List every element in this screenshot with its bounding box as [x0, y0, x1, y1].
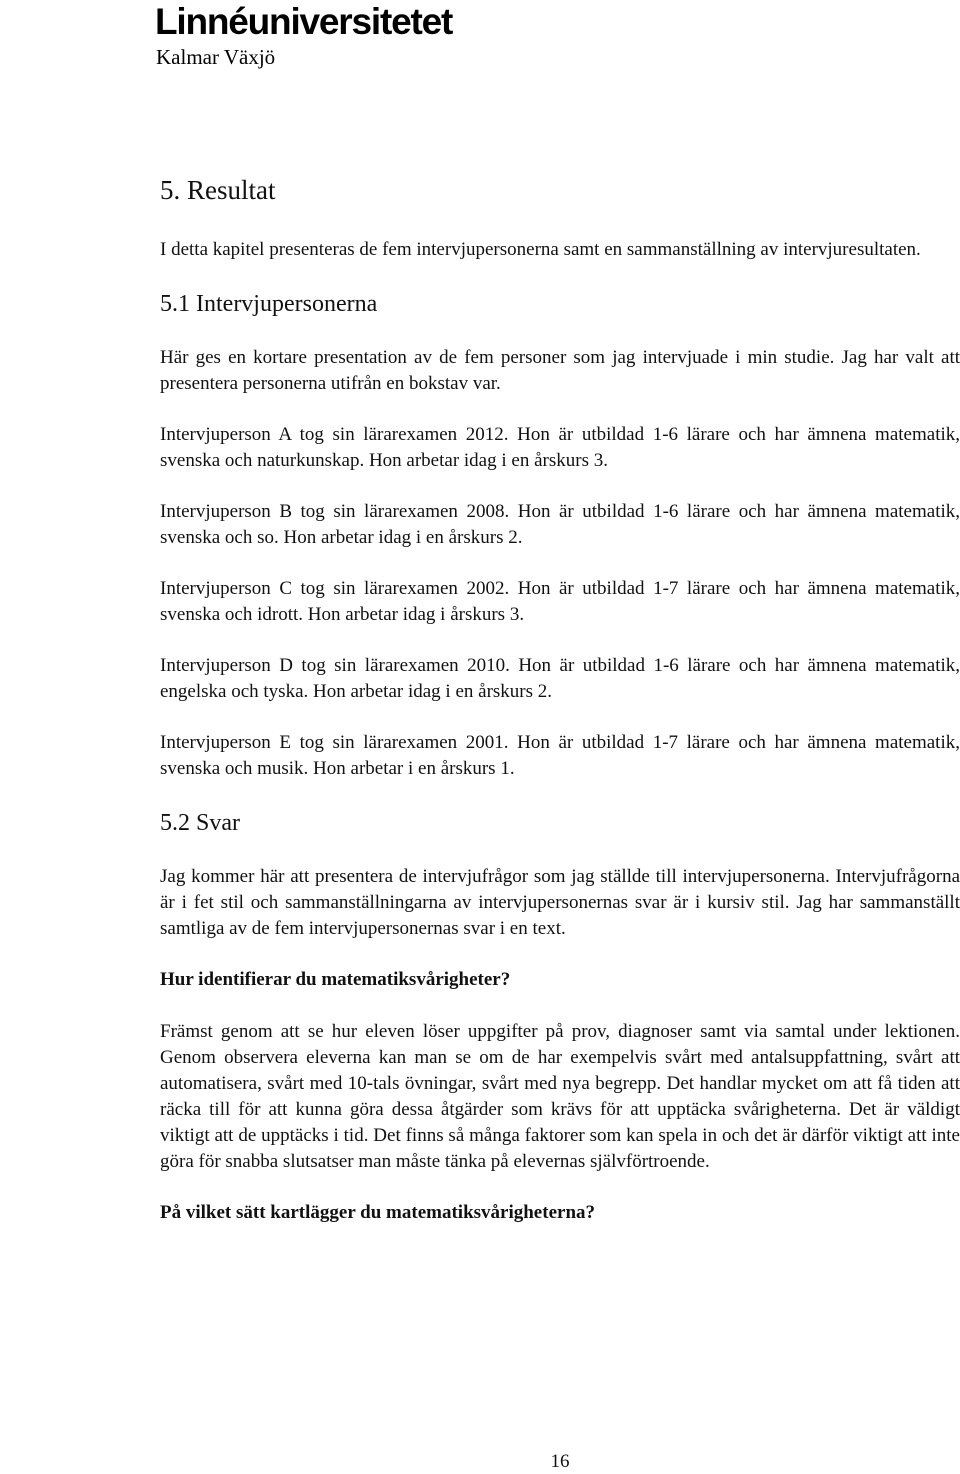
chapter-title: 5. Resultat: [160, 175, 276, 205]
question-2: På vilket sätt kartlägger du matematiksvårigheterna?: [160, 1202, 596, 1223]
person-a-paragraph: Intervjuperson A tog sin lärarexamen 2012. Hon är utbildad 1-6 lärare och har ämnena matematik, svenska och naturkunskap. Hon arbetar idag i en årskurs 3.: [160, 424, 960, 471]
document-body: [160, 170, 960, 1252]
section-1-heading: 5.1 Intervjupersonerna: [160, 291, 378, 317]
question-1: Hur identifierar du matematiksvårigheter?: [160, 969, 511, 990]
section-2-heading: 5.2 Svar: [160, 810, 240, 836]
page-number: 16: [550, 1451, 570, 1472]
chapter-intro: I detta kapitel presenteras de fem intervjupersonerna samt en sammanställning av intervjuresultaten.: [160, 239, 921, 260]
section-2-intro: Jag kommer här att presentera de intervjufrågor som jag ställde till intervjupersonerna. Intervjufrågorna är i fet stil och sammanställningarna av intervjupersonernas svar är i kursiv stil. Jag har sammanställt samtliga av de fem intervjupersonernas svar i en text.: [160, 866, 960, 939]
logo-subtitle: Kalmar Växjö: [156, 45, 276, 69]
logo-wordmark: Linnéuniversitetet: [155, 1, 453, 42]
section-1-intro: Här ges en kortare presentation av de fem personer som jag intervjuade i min studie. Jag har valt att presentera personerna utifrån en bokstav var.: [160, 347, 960, 394]
person-e-paragraph: Intervjuperson E tog sin lärarexamen 2001. Hon är utbildad 1-7 lärare och har ämnena matematik, svenska och musik. Hon arbetar i en årskurs 1.: [160, 732, 960, 779]
person-b-paragraph: Intervjuperson B tog sin lärarexamen 2008. Hon är utbildad 1-6 lärare och har ämnena matematik, svenska och so. Hon arbetar idag i en årskurs 2.: [160, 501, 960, 548]
answer-1: Främst genom att se hur eleven löser uppgifter på prov, diagnoser samt via samtal under lektionen. Genom observera eleverna kan man se om de har exempelvis svårt med antalsuppfattning, svårt att automatisera, svårt med 10-tals övningar, svårt med nya begrepp. Det handlar mycket om att få tiden att räcka till för att kunna göra dessa åtgärder som krävs för att upptäcka svårigheterna. Det är väldigt viktigt att de upptäcks i tid. Det finns så många faktorer som kan spela in och det är därför viktigt att inte göra för snabba slutsatser man måste tänka på elevernas självförtroende.: [160, 1021, 960, 1172]
person-c-paragraph: Intervjuperson C tog sin lärarexamen 2002. Hon är utbildad 1-7 lärare och har ämnena matematik, svenska och idrott. Hon arbetar idag i årskurs 3.: [160, 578, 960, 625]
person-d-paragraph: Intervjuperson D tog sin lärarexamen 2010. Hon är utbildad 1-6 lärare och har ämnena matematik, engelska och tyska. Hon arbetar idag i en årskurs 2.: [160, 655, 960, 702]
